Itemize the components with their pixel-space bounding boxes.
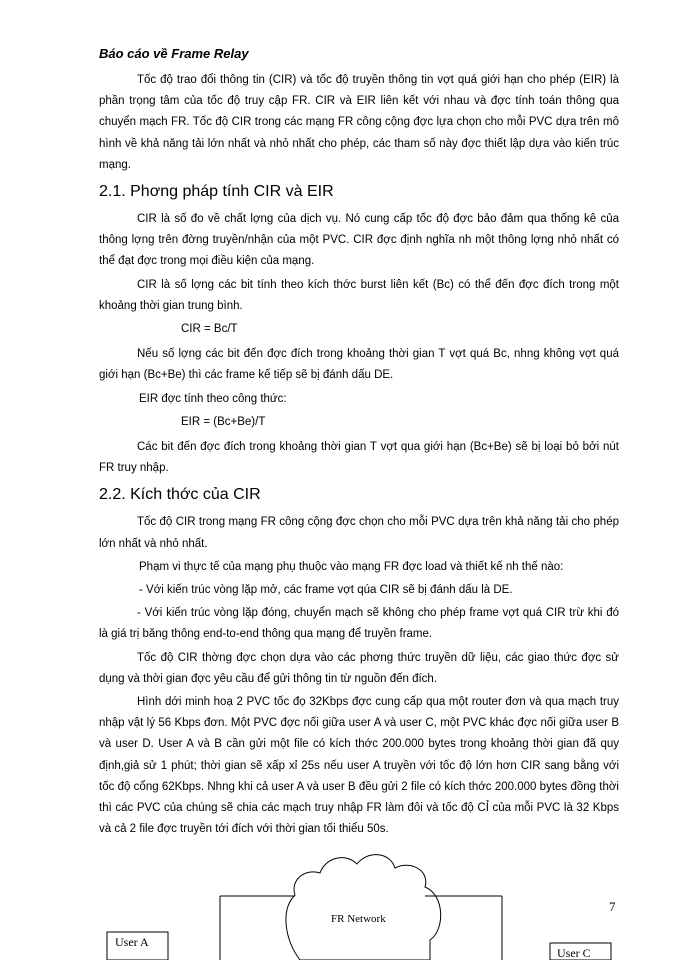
paragraph: Tốc độ CIR thờng đợc chọn dựa vào các phơng thức truyền dữ liệu, các giao thức đợc sử dụng và thời gian đợc yêu cầu để gửi thông tin từ nguồn đến đích. [99, 651, 619, 685]
page-number: 7 [609, 899, 616, 914]
section-heading-2-1: 2.1. Phơng pháp tính CIR và EIR [99, 183, 334, 201]
intro-paragraph: Tốc độ trao đổi thông tin (CIR) và tốc độ truyền thông tin vợt quá giới hạn cho phép (EIR) là phần trọng tâm của tốc độ truy cập FR. CIR và EIR liên kết với nhau và đợc tính toán thông qua chuyển mạch FR. Tốc độ CIR trong các mạng FR công cộng đợc lựa chọn cho mỗi PVC dựa trên mô hình về khả năng tải lớn nhất và nhỏ nhất cho phép, các tham số này đợc thiết lập dựa vào kiến trúc mạng. [99, 74, 619, 171]
cloud-label: FR Network [331, 913, 386, 925]
paragraph: Hình dới minh hoạ 2 PVC tốc đọ 32Kbps đợc cung cấp qua một router đơn và qua mạch truy nhập vật lý 56 Kbps đơn. Một PVC đợc nối giữa user A và user C, một PVC khác đợc nối giữa user B và user D. User A và B cần gửi một file có kích thớc 200.000 bytes trong khoảng thời gian đã quy định,giả sử 1 phút; thời gian sẽ xấp xỉ 25s nếu user A truyền với tốc độ lớn hơn CIR sang bằng với tốc độ cổng 62Kbps. Nhng khi cả user A và user B đều gửi 2 file có kích thớc 200.000 bytes đồng thời thì các PVC của chúng sẽ chia các mạch truy nhập FR làm đôi và tốc độ CỈ của mỗi PVC là 32 Kbps và cả 2 file đợc truyền tới đích với thời gian tối thiểu 50s. [99, 696, 619, 836]
formula-eir: EIR = (Bc+Be)/T [181, 415, 266, 428]
user-c-label: User C [557, 946, 591, 960]
paragraph: Tốc độ CIR trong mạng FR công cộng đợc chọn cho mỗi PVC dựa trên khả năng tải cho phép lớn nhất và nhỏ nhất. [99, 516, 619, 550]
user-a-label: User A [115, 935, 149, 949]
paragraph: Phạm vi thực tế của mạng phụ thuộc vào mạng FR đợc load và thiết kế nh thế nào: [139, 560, 564, 573]
paragraph: Nếu số lợng các bit đến đợc đích trong khoảng thời gian T vợt quá Bc, nhng không vợt quá giới hạn (Bc+Be) thì các frame kế tiếp sẽ bị đánh dấu DE. [99, 348, 619, 382]
formula-cir: CIR = Bc/T [181, 323, 238, 336]
section-heading-2-2: 2.2. Kích thớc của CIR [99, 486, 261, 504]
network-diagram [0, 840, 700, 960]
page-header-title: Báo cáo về Frame Relay [99, 46, 249, 61]
paragraph: CIR là số đo về chất lợng của dịch vụ. Nó cung cấp tốc độ đợc bảo đảm qua thống kê của thông lợng trên đờng truyền/nhận của một PVC. CIR đợc định nghĩa nh một thông lợng nhỏ nhất có thể đạt đợc trong mọi điều kiện của mạng. [99, 213, 619, 268]
paragraph: EIR đợc tính theo công thức: [139, 392, 287, 405]
paragraph: CIR là số lợng các bit tính theo kích thớc burst liên kết (Bc) có thể đến đợc đích trong một khoảng thời gian trung bình. [99, 278, 619, 312]
document-body [99, 70, 619, 843]
paragraph: Các bit đến đợc đích trong khoảng thời gian T vợt qua giới hạn (Bc+Be) sẽ bị loại bỏ bởi nút FR truy nhập. [99, 441, 619, 475]
list-item: - Với kiến trúc vòng lặp mở, các frame vợt qúa CIR sẽ bị đánh dấu là DE. [139, 584, 513, 597]
list-item: - Với kiến trúc vòng lặp đóng, chuyển mạch sẽ không cho phép frame vợt quá CIR trừ khi đó là giá trị băng thông end-to-end thông qua mạng để truyền frame. [99, 607, 619, 641]
fr-network-cloud [286, 855, 441, 960]
